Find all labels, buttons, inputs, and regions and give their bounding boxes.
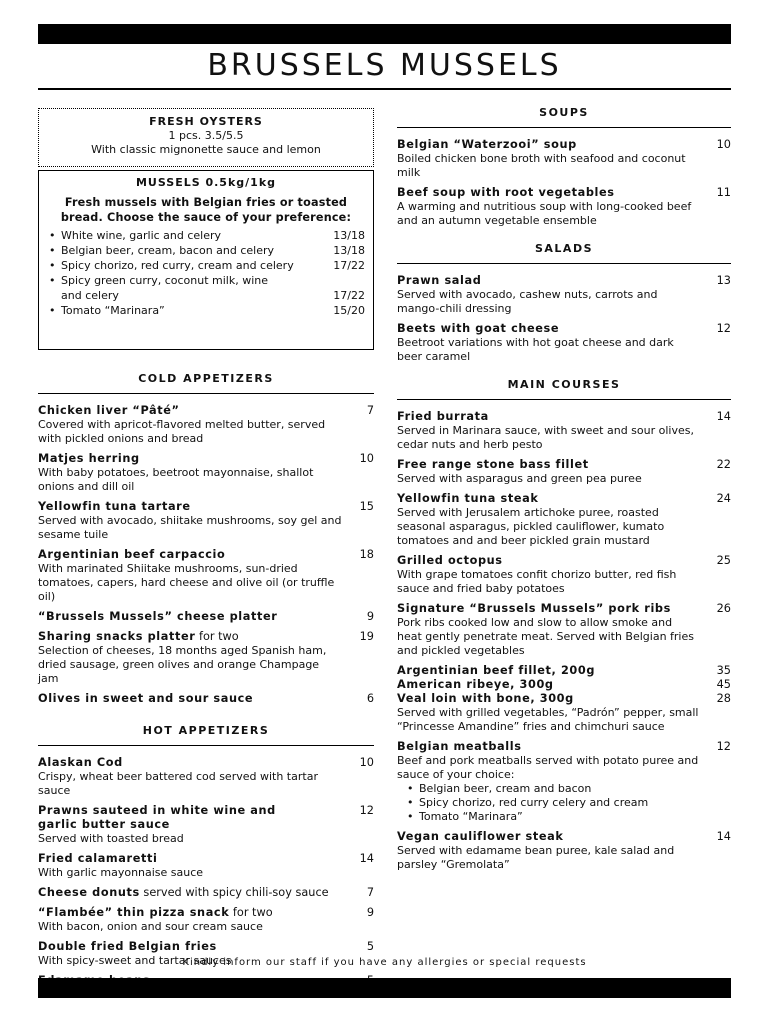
oysters-heading: FRESH OYSTERS	[149, 115, 263, 128]
oysters-desc: With classic mignonette sauce and lemon	[91, 143, 321, 156]
list-item: • White wine, garlic and celery 13/18	[47, 228, 365, 243]
cold-appetizers-heading: COLD APPETIZERS	[38, 372, 374, 394]
menu-item: Cheese donuts served with spicy chili-soy sauce 7	[38, 886, 374, 899]
menu-item: Vegan cauliflower steak Served with edamame bean puree, kale salad and parsley “Gremolata” 14	[397, 830, 731, 871]
menu-item: Beets with goat cheese Beetroot variations with hot goat cheese and dark beer caramel 12	[397, 322, 731, 363]
menu-item: Signature “Brussels Mussels” pork ribs Pork ribs cooked low and slow to allow smoke and heat gently penetrate meat. Served with Belgian fries and pickled vegetables 26	[397, 602, 731, 657]
list-item: • Tomato “Marinara”	[407, 810, 699, 824]
meatballs-item: Belgian meatballs Beef and pork meatballs served with potato puree and sauce of your choice: • Belgian beer, cream and bacon • Spicy chorizo, red curry celery and cream • Tomato “Marinara” 12	[397, 740, 731, 824]
menu-item: Fried burrata Served in Marinara sauce, with sweet and sour olives, cedar nuts and herb pesto 14	[397, 410, 731, 451]
menu-item: Grilled octopus With grape tomatoes confit chorizo butter, red fish sauce and fried baby potatoes 25	[397, 554, 731, 595]
mussels-intro: Fresh mussels with Belgian fries or toasted bread. Choose the sauce of your preference:	[60, 196, 352, 224]
cold-appetizers-section	[38, 372, 374, 706]
salads-heading: SALADS	[397, 242, 731, 264]
list-item: • Tomato “Marinara” 15/20	[47, 303, 365, 318]
main-courses-heading: MAIN COURSES	[397, 378, 731, 400]
right-column	[397, 106, 731, 878]
oysters-box	[38, 108, 374, 167]
list-item: • Belgian beer, cream, bacon and celery 13/18	[47, 243, 365, 258]
steaks-item: Argentinian beef fillet, 200g American ribeye, 300g Veal loin with bone, 300g Served with grilled vegetables, “Padrón” pepper, small “Princesse Amandine” fries and chimchuri sauce 35 45 28	[397, 664, 731, 733]
mussels-box	[38, 170, 374, 350]
list-item: • Spicy chorizo, red curry, cream and celery 17/22	[47, 258, 365, 273]
mussels-sauce-list	[47, 228, 365, 318]
menu-item: Sharing snacks platter for two Selection of cheeses, 18 months aged Spanish ham, dried sausage, green olives and orange Champagе jam 19	[38, 630, 374, 685]
menu-item: Free range stone bass fillet Served with asparagus and green pea puree 22	[397, 458, 731, 485]
soups-heading: SOUPS	[397, 106, 731, 128]
main-courses-section	[397, 378, 731, 872]
menu-item: Matjes herring With baby potatoes, beetroot mayonnaise, shallot onions and dill oil 10	[38, 452, 374, 493]
meatballs-sauce-list	[397, 782, 699, 824]
soups-section	[397, 106, 731, 228]
bottom-bar	[38, 978, 731, 998]
menu-item: Argentinian beef carpaccio With marinated Shiitake mushrooms, sun-dried tomatoes, capers, hard cheese and olive oil (or truffle oil) 18	[38, 548, 374, 603]
list-item: • Spicy chorizo, red curry celery and cream	[407, 796, 699, 810]
menu-item: Prawns sauteed in white wine and garlic butter sauce Served with toasted bread 12	[38, 804, 374, 845]
mussels-heading: MUSSELS 0.5kg/1kg	[135, 176, 277, 189]
menu-item: Belgian “Waterzooi” soup Boiled chicken bone broth with seafood and coconut milk 10	[397, 138, 731, 179]
menu-item: Prawn salad Served with avocado, cashew nuts, carrots and mango-chili dressing 13	[397, 274, 731, 315]
menu-item: Double fried Belgian fries With spicy-sweet and tartar sauces 5	[38, 940, 374, 967]
hot-appetizers-heading: HOT APPETIZERS	[38, 724, 374, 746]
page-title: BRUSSELS MUSSELS	[207, 48, 562, 83]
salads-section	[397, 242, 731, 364]
menu-item: Fried calamaretti With garlic mayonnaise sauce 14	[38, 852, 374, 879]
top-bar	[38, 24, 731, 44]
list-item: • Spicy green curry, coconut milk, wine and celery 17/22	[47, 273, 365, 303]
menu-item: “Flambée” thin pizza snack for two With bacon, onion and sour cream sauce 9	[38, 906, 374, 933]
list-item: • Belgian beer, cream and bacon	[407, 782, 699, 796]
menu-item: Beef soup with root vegetables A warming and nutritious soup with long-cooked beef and an autumn vegetable ensemble 11	[397, 186, 731, 227]
menu-item: “Brussels Mussels” cheese platter 9	[38, 610, 374, 623]
left-column	[38, 108, 374, 1008]
menu-item: Alaskan Cod Crispy, wheat beer battered cod served with tartar sauce 10	[38, 756, 374, 797]
oysters-price: 1 pcs. 3.5/5.5	[168, 129, 244, 142]
menu-item: Olives in sweet and sour sauce 6	[38, 692, 374, 705]
allergy-note: Kindly inform our staff if you have any allergies or special requests	[182, 957, 587, 968]
menu-item: Yellowfin tuna steak Served with Jerusalem artichoke puree, roasted seasonal asparagus, pickled cauliflower, kumato tomatoes and and beer pickled grain mustard 24	[397, 492, 731, 547]
title-divider	[38, 88, 731, 90]
menu-item: Chicken liver “Pâté” Covered with apricot-flavored melted butter, served with pickled onions and bread 7	[38, 404, 374, 445]
menu-item: Yellowfin tuna tartare Served with avocado, shiitake mushrooms, soy gel and sesame tuile 15	[38, 500, 374, 541]
